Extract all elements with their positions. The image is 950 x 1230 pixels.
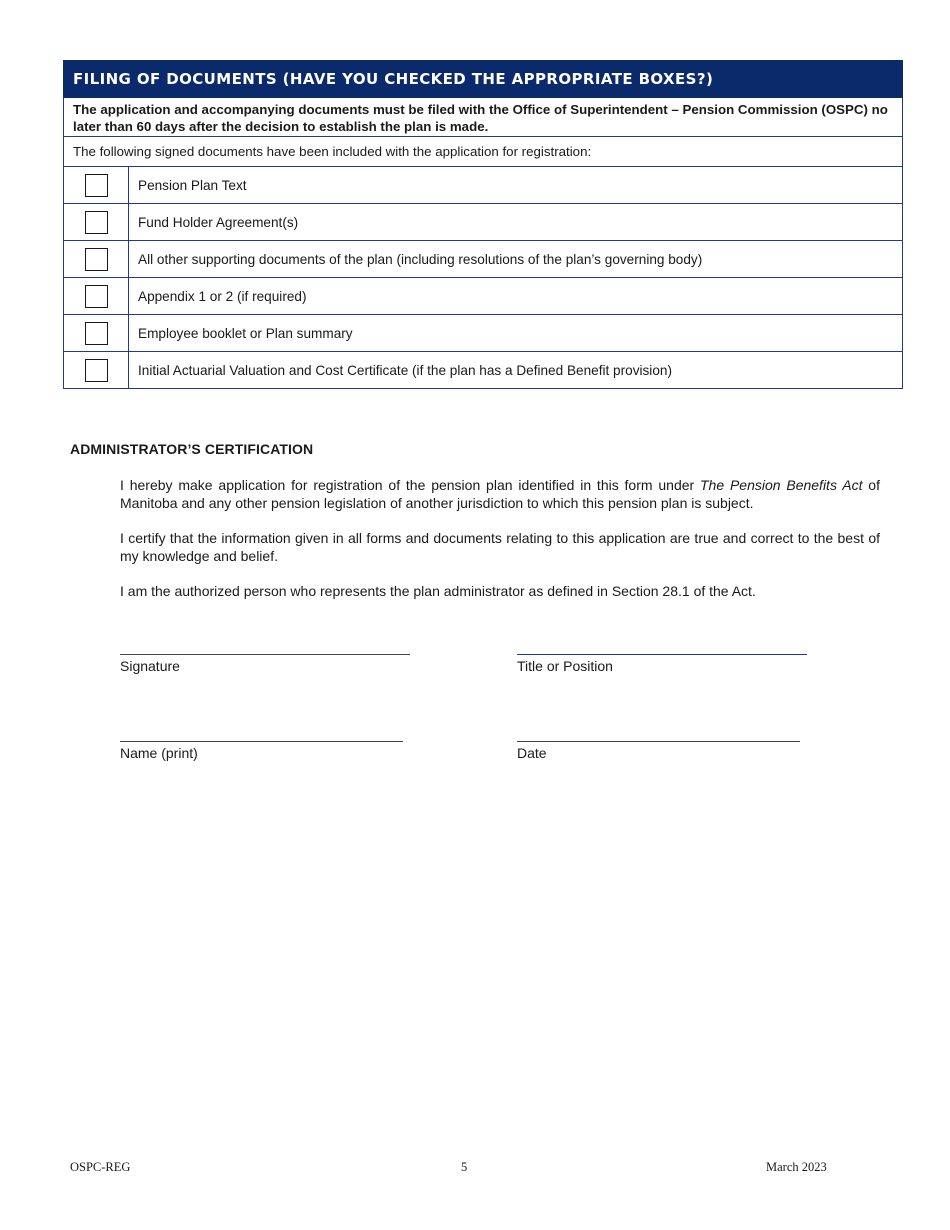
appendix-checkbox[interactable] (85, 285, 108, 308)
name-print-line[interactable] (120, 719, 403, 742)
checklist-item-label: All other supporting documents of the plan (including resolutions of the plan’s governing body) (129, 241, 903, 278)
checklist-item-label: Fund Holder Agreement(s) (129, 204, 903, 241)
filing-checklist-row (64, 167, 903, 204)
fund-holder-agreement-checkbox[interactable] (85, 211, 108, 234)
certification-paragraph-application: I hereby make application for registration of the pension plan identified in this form under The Pension Benefits Act of Manitoba and any other pension legislation of another jurisdiction to which this pension plan is subject. (120, 477, 880, 511)
employee-booklet-checkbox[interactable] (85, 322, 108, 345)
signature-field (120, 632, 410, 674)
certification-paragraph-authority: I am the authorized person who represents the plan administrator as defined in Section 28.1 of the Act. (120, 583, 756, 599)
supporting-documents-checkbox[interactable] (85, 248, 108, 271)
checklist-item-label: Appendix 1 or 2 (if required) (129, 278, 903, 315)
signature-line[interactable] (120, 632, 410, 655)
filing-checklist-row (64, 315, 903, 352)
certification-body (120, 476, 880, 617)
filing-subheading: The following signed documents have been included with the application for registration: (64, 137, 903, 167)
title-position-line[interactable] (517, 632, 807, 655)
filing-section-header: FILING OF DOCUMENTS (HAVE YOU CHECKED THE APPROPRIATE BOXES?) (64, 61, 903, 98)
filing-intro-text: The application and accompanying documents must be filed with the Office of Superintendent – Pension Commission (OSPC) no later than 60 days after the decision to establish the plan is made. (64, 98, 903, 137)
checklist-item-label: Employee booklet or Plan summary (129, 315, 903, 352)
certification-paragraph-accuracy: I certify that the information given in all forms and documents relating to this application are true and correct to the best of my knowledge and belief. (120, 530, 880, 564)
filing-documents-table (63, 60, 903, 389)
filing-checklist-row (64, 352, 903, 389)
date-line[interactable] (517, 719, 800, 742)
actuarial-valuation-checkbox[interactable] (85, 359, 108, 382)
date-field (517, 719, 800, 761)
signature-label: Signature (120, 658, 180, 674)
name-print-label: Name (print) (120, 745, 198, 761)
date-label: Date (517, 745, 547, 761)
title-position-label: Title or Position (517, 658, 613, 674)
filing-checklist-row (64, 204, 903, 241)
administrator-certification-heading: ADMINISTRATOR’S CERTIFICATION (70, 441, 314, 457)
footer-page-number: 5 (461, 1160, 468, 1174)
footer-date: March 2023 (766, 1160, 827, 1174)
filing-checklist-row (64, 241, 903, 278)
title-position-field (517, 632, 807, 674)
pension-plan-text-checkbox[interactable] (85, 174, 108, 197)
footer-form-code: OSPC-REG (70, 1160, 131, 1174)
checklist-item-label: Initial Actuarial Valuation and Cost Certificate (if the plan has a Defined Benefit provision) (129, 352, 903, 389)
act-title: The Pension Benefits Act (700, 477, 863, 493)
filing-checklist-row (64, 278, 903, 315)
name-print-field (120, 719, 403, 761)
checklist-item-label: Pension Plan Text (129, 167, 903, 204)
